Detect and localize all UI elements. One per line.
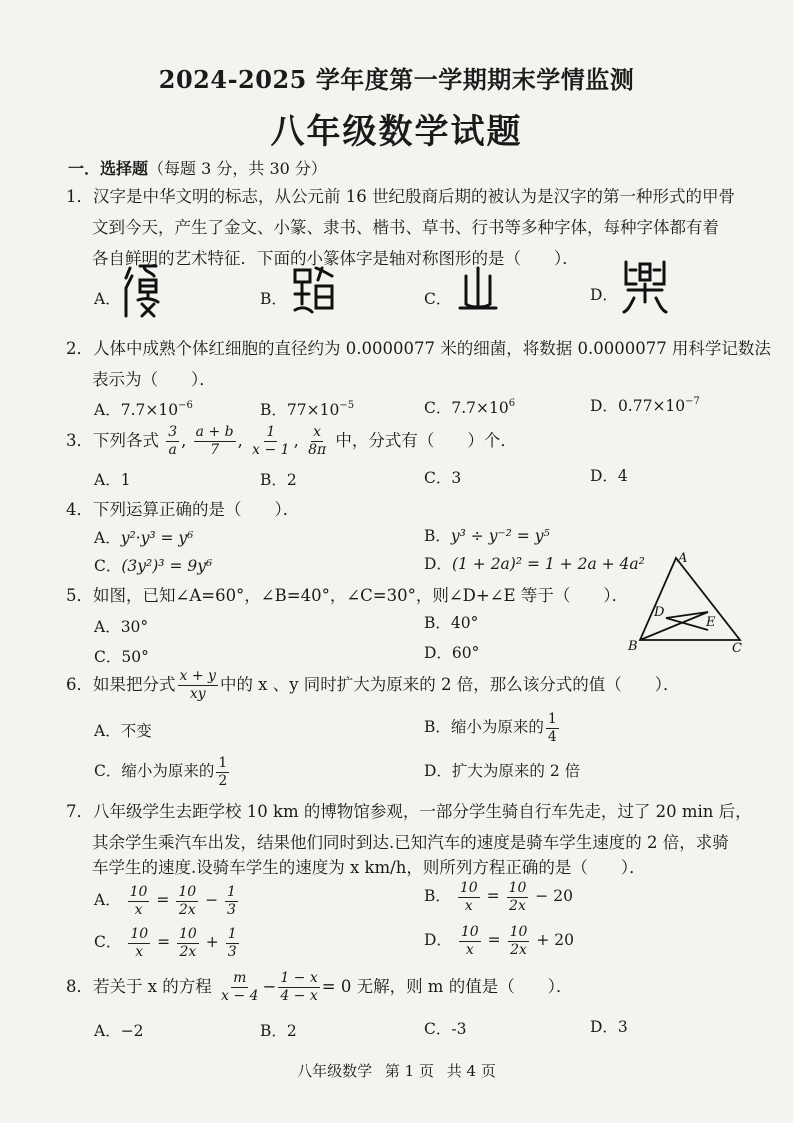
question-1-line3: 各自鲜明的艺术特征．下面的小篆体字是轴对称图形的是（ ）． [92, 249, 579, 268]
option-c: C．缩小为原来的 $\frac{1}{2}$ [94, 754, 228, 789]
seal-glyph-c-icon [456, 264, 500, 316]
fraction: $\frac{1}{x - 1}$ [252, 424, 290, 458]
option-b: B． $\frac{10}{x}$ = $\frac{10}{2x}$ − 20 [424, 879, 573, 914]
question-7 [66, 796, 752, 827]
question-number: 7． [66, 802, 93, 821]
option-d: D．3 [590, 1018, 628, 1036]
question-5 [66, 580, 628, 611]
question-text: 如图，已知∠A=60°，∠B=40°，∠C=30°，则∠D+∠E 等于（ ）． [93, 586, 629, 605]
option-c: C．50° [94, 648, 149, 666]
section-label: 一．选择题 [68, 159, 149, 178]
option-d: D．$0.77\times 10^{-7}$ [590, 396, 700, 415]
fraction: $\frac{x + y}{xy}$ [179, 668, 216, 702]
footer-total: 共 4 页 [446, 1062, 496, 1080]
seal-glyph-a-icon [122, 262, 162, 322]
label-e: E [706, 615, 716, 630]
option-c: C．$7.7\times 10^6$ [424, 398, 516, 417]
option-b: B．2 [260, 1022, 297, 1040]
option-a-label: A． [94, 290, 121, 308]
option-b: B．缩小为原来的 $\frac{1}{4}$ [424, 710, 557, 745]
label-a: A [678, 551, 688, 566]
question-1-line2: 文到今天，产生了金文、小篆、隶书、楷书、草书、行书等多种字体，每种字体都有着 [92, 218, 719, 237]
question-6: 6．如果把分式 $\frac{x + y}{xy}$ 中的 x 、y 同时扩大为原来的 2 倍，那么该分式的值（ ）． [66, 668, 680, 702]
option-d: D．扩大为原来的 2 倍 [424, 762, 581, 780]
fraction: $\frac{x}{8\pi}$ [308, 424, 327, 458]
option-b: B．40° [424, 614, 479, 632]
section-heading [68, 156, 327, 179]
option-a: A． $\frac{10}{x}$ = $\frac{10}{2x}$ − $\frac{1}{3}$ [94, 883, 236, 918]
option-c: C．-3 [424, 1020, 467, 1038]
option-a: A．y²·y³ = y⁶ [94, 529, 194, 547]
label-b: B [628, 639, 638, 654]
option-c: C．3 [424, 469, 462, 487]
footer-subject: 八年级数学 [297, 1062, 373, 1080]
fraction: $\frac{a + b}{7}$ [195, 424, 234, 458]
option-b: B．y³ ÷ y⁻² = y⁵ [424, 527, 550, 545]
option-d: D．4 [590, 467, 628, 485]
option-b: B．2 [260, 471, 297, 489]
option-c: C． $\frac{10}{x}$ = $\frac{10}{2x}$ + $\frac{1}{3}$ [94, 925, 237, 960]
seal-glyph-d-icon [620, 258, 670, 316]
option-b: B．$77\times 10^{-5}$ [260, 400, 355, 419]
option-c-label: C． [424, 290, 452, 308]
question-4 [66, 494, 299, 525]
question-number: 4． [66, 500, 93, 519]
option-a: A．$7.7\times 10^{-6}$ [94, 400, 193, 419]
option-d-label: D． [590, 286, 618, 304]
seal-glyph-b-icon [292, 264, 336, 316]
option-c: C．(3y²)³ = 9y⁶ [94, 557, 213, 575]
question-7-line2: 其余学生乘汽车出发，结果他们同时到达.已知汽车的速度是骑车学生速度的 2 倍，求骑 [92, 833, 729, 852]
question-number: 5． [66, 586, 93, 605]
question-number: 8． [66, 977, 93, 996]
option-a: A．不变 [94, 722, 152, 740]
question-8: 8．若关于 x 的方程 $\frac{m}{x - 4}$ − $\frac{1 - x}{4 - x}$ = 0 无解，则 m 的值是（ ）． [66, 970, 573, 1004]
question-number: 1． [66, 187, 93, 206]
page-footer [0, 1060, 793, 1081]
label-c: C [732, 641, 742, 656]
option-d: D．60° [424, 644, 480, 662]
fraction: $\frac{3}{a}$ [168, 424, 178, 458]
label-d: D [654, 605, 665, 620]
question-text: 八年级学生去距学校 10 km 的博物馆参观，一部分学生骑自行车先走，过了 20 min 后， [93, 802, 752, 821]
question-text: 人体中成熟个体红细胞的直径约为 0.0000077 米的细菌，将数据 0.0000077 用科学记数法 [93, 339, 771, 358]
fraction: $\frac{1 - x}{4 - x}$ [280, 970, 318, 1004]
question-number: 2． [66, 339, 93, 358]
exam-subtitle: 八年级数学试题 [270, 112, 523, 152]
fraction: $\frac{m}{x - 4}$ [221, 970, 259, 1004]
section-note: （每题 3 分，共 30 分） [148, 159, 327, 178]
option-b-label: B． [260, 290, 287, 308]
option-d: D． $\frac{10}{x}$ = $\frac{10}{2x}$ + 20 [424, 923, 574, 958]
question-number: 3． [66, 431, 93, 450]
question-number: 6． [66, 675, 93, 694]
footer-page: 第 1 页 [384, 1062, 434, 1080]
question-1 [66, 181, 735, 212]
option-a: A．30° [94, 618, 149, 636]
question-7-line3: 车学生的速度.设骑车学生的速度为 x km/h，则所列方程正确的是（ ）． [92, 858, 646, 877]
question-text: 下列运算正确的是（ ）． [93, 500, 300, 519]
option-a: A．−2 [94, 1022, 144, 1040]
triangle-figure [626, 548, 752, 656]
question-2 [66, 333, 771, 364]
question-2-line2: 表示为（ ）． [92, 370, 216, 389]
question-3: 3．下列各式 $\frac{3}{a}$ , $\frac{a + b}{7}$ , $\frac{1}{x - 1}$ , $\frac{x}{8\pi}$ 中，分式有（ ）个． [66, 424, 517, 458]
question-text: 汉字是中华文明的标志，从公元前 16 世纪殷商后期的被认为是汉字的第一种形式的甲骨 [93, 187, 735, 206]
option-d: D．(1 + 2a)² = 1 + 2a + 4a² [424, 555, 645, 573]
exam-title: 2024-2025 学年度第一学期期末学情监测 [158, 65, 635, 94]
option-a: A．1 [94, 471, 131, 489]
